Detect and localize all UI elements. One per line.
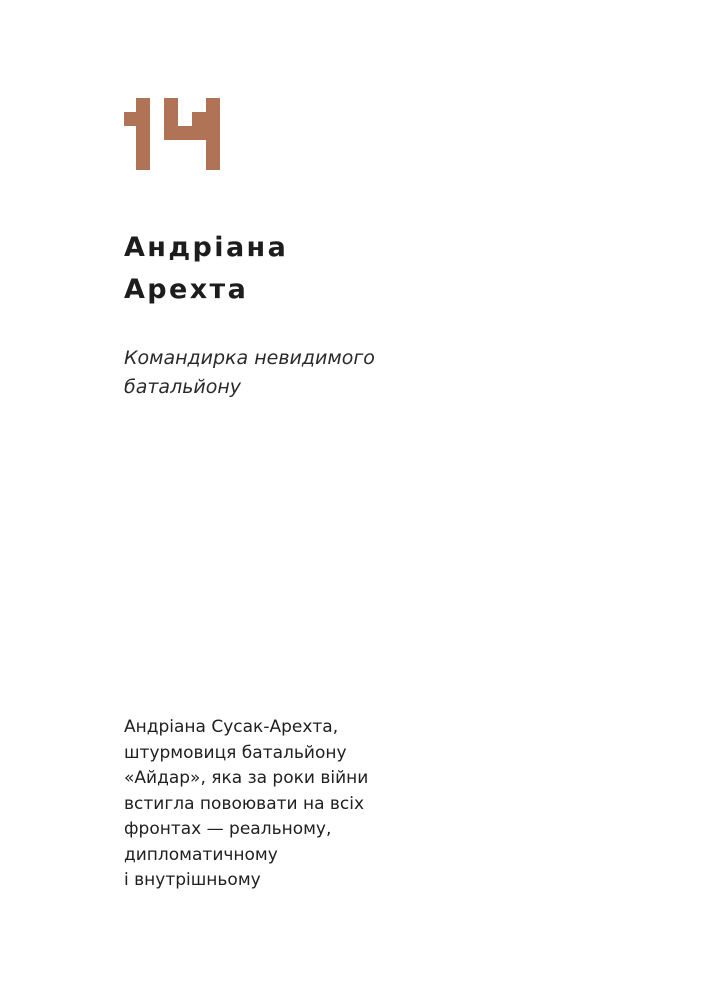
description-line: Андріана Сусак-Арехта,	[124, 717, 339, 737]
description-line: і внутрішньому	[124, 870, 261, 890]
description-line: штурмовиця батальйону	[124, 742, 347, 763]
chapter-subtitle-line: Командирка невидимого	[124, 347, 375, 369]
chapter-subtitle	[124, 344, 375, 402]
description-line: фронтах — реальному,	[124, 819, 332, 839]
chapter-subtitle-line: батальйону	[124, 376, 242, 398]
chapter-number-blocks	[124, 98, 220, 170]
chapter-title	[124, 227, 288, 311]
description-line: «Айдар», яка за роки війни	[124, 768, 369, 788]
chapter-title-line: Андріана	[124, 232, 289, 263]
description-line: дипломатичному	[124, 844, 278, 865]
chapter-title-line: Арехта	[124, 274, 249, 305]
chapter-number-glyph	[124, 98, 220, 170]
chapter-description	[124, 715, 368, 894]
chapter-number	[124, 98, 220, 170]
description-line: встигла повоювати на всіх	[124, 793, 365, 814]
